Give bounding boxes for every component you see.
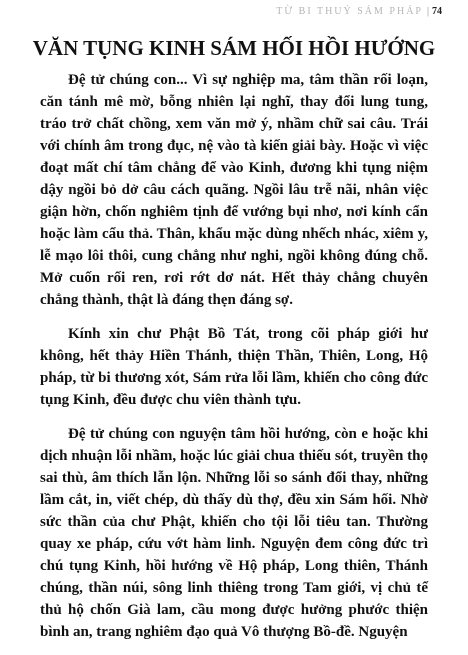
paragraph-1: Đệ tử chúng con... Vì sự nghiệp ma, tâm thần rối loạn, căn tánh mê mờ, bỗng nhiên lại nghĩ, thay đổi lung tung, tráo trở chất chồng, xem văn mở ý, nhầm chữ sai câu. Trái với chính âm trong đục, nệ vào tà kiến giải bày. Hoặc vì việc đoạt mất chí tâm chẳng để vào Kinh, đương khi tụng niệm dậy ngồi bỏ dở câu cách quãng. Ngồi lâu trễ nãi, nhân việc giận hờn, chốn nghiêm tịnh để vướng bụi nhơ, nơi kính cẩn hoặc làm cẩu thả. Thân, khẩu mặc dùng nhếch nhác, xiêm y, lễ mạo lôi thôi, cung chẳng như nghi, ngồi không đúng chỗ. Mở cuốn rối ren, rơi rớt dơ nát. Hết thảy chẳng chuyên chẳng thành, thật là đáng thẹn đáng sợ. [40, 72, 428, 308]
paragraph-2: Kính xin chư Phật Bồ Tát, trong cõi pháp giới hư không, hết thảy Hiền Thánh, thiện Thần, Thiên, Long, Hộ pháp, từ bi thương xót, Sám rửa lỗi lầm, khiến cho công đức tụng Kinh, đều được chu viên thành tựu. [40, 326, 428, 408]
running-header [276, 6, 442, 17]
body-text [40, 69, 428, 655]
header-separator: | [426, 6, 429, 17]
paragraph-3: Đệ tử chúng con nguyện tâm hồi hướng, còn e hoặc khi dịch nhuận lỗi nhầm, hoặc lúc giải chua thiếu sót, truyền thọ sai thù, âm thích lẫn lộn. Những lỗi so sánh đổi thay, những lầm cắt, in, viết chép, dù thấy dù thợ, đều xin Sám hối. Nhờ sức thần của chư Phật, khiến cho tội lỗi tiêu tan. Thường quay xe pháp, cứu vớt hàm linh. Nguyện đem công đức trì chú tụng Kinh, hồi hướng về Hộ pháp, Long thiên, Thánh chúng, thần núi, sông linh thiêng trong Tam giới, vị chủ tể thủ hộ chốn Già lam, cầu mong được hưởng phước thiện bình an, trang nghiêm đạo quả Vô thượng Bồ-đề. Nguyện [40, 426, 428, 640]
page-title: VĂN TỤNG KINH SÁM HỐI HỒI HƯỚNG [32, 36, 436, 60]
running-title: TỪ BI THUỶ SÁM PHÁP [276, 6, 423, 17]
page-number: 74 [432, 6, 442, 17]
